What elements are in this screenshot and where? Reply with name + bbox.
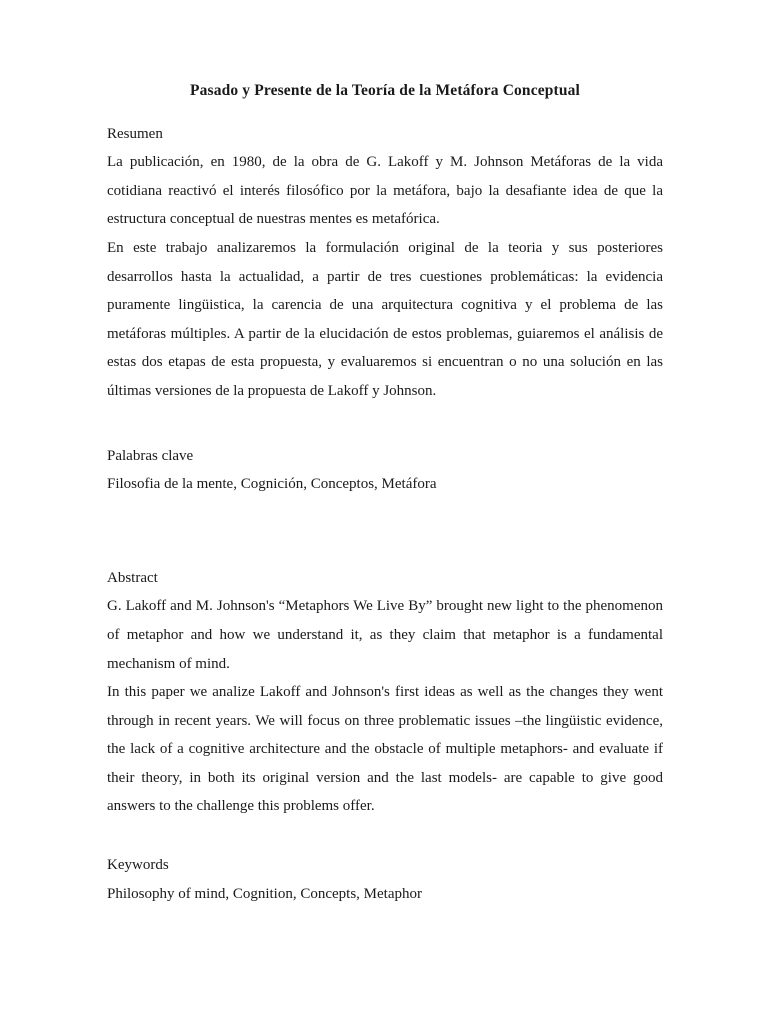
keywords-terms: Philosophy of mind, Cognition, Concepts, Metaphor: [107, 885, 422, 902]
abstract-paragraph-1: G. Lakoff and M. Johnson's “Metaphors We Live By” brought new light to the phenomenon of metaphor and how we understand it, as they claim that metaphor is a fundamental mechanism of mind.: [107, 598, 663, 672]
abstract-heading: Abstract: [107, 569, 158, 586]
document-content: [107, 0, 663, 908]
spacer-before-abstract: [107, 499, 663, 564]
resumen-paragraph-1: La publicación, en 1980, de la obra de G. Lakoff y M. Johnson Metáforas de la vida cotidiana reactivó el interés filosófico por la metáfora, bajo la desafiante idea de que la estructura conceptual de nuestras mentes es metafórica.: [107, 154, 663, 228]
palabras-clave-terms: Filosofia de la mente, Cognición, Conceptos, Metáfora: [107, 476, 437, 493]
spacer-title-resumen: [107, 101, 663, 120]
resumen-paragraph-2: En este trabajo analizaremos la formulación original de la teoria y sus posteriores desarrollos hasta la actualidad, a partir de tres cuestiones problemáticas: la evidencia puramente lingüistica, la carencia de una arquitectura cognitiva y el problema de las metáforas múltiples. A partir de la elucidación de estos problemas, guiaremos el análisis de estas dos etapas de esta propuesta, y evaluaremos si encuentran o no una solución en las últimas versiones de la propuesta de Lakoff y Johnson.: [107, 239, 663, 399]
spacer-before-keywords: [107, 821, 663, 851]
keywords-heading: Keywords: [107, 857, 169, 874]
abstract-paragraph-2: In this paper we analize Lakoff and Johnson's first ideas as well as the changes they went through in recent years. We will focus on three problematic issues –the lingüistic evidence, the lack of a cognitive architecture and the obstacle of multiple metaphors- and evaluate if their theory, in both its original version and the last models- are capable to give good answers to the challenge this problems offer.: [107, 684, 663, 815]
palabras-clave-heading: Palabras clave: [107, 447, 194, 464]
resumen-heading: Resumen: [107, 125, 163, 142]
page-title: Pasado y Presente de la Teoría de la Metáfora Conceptual: [190, 82, 580, 99]
spacer-before-palabras-clave: [107, 406, 663, 442]
